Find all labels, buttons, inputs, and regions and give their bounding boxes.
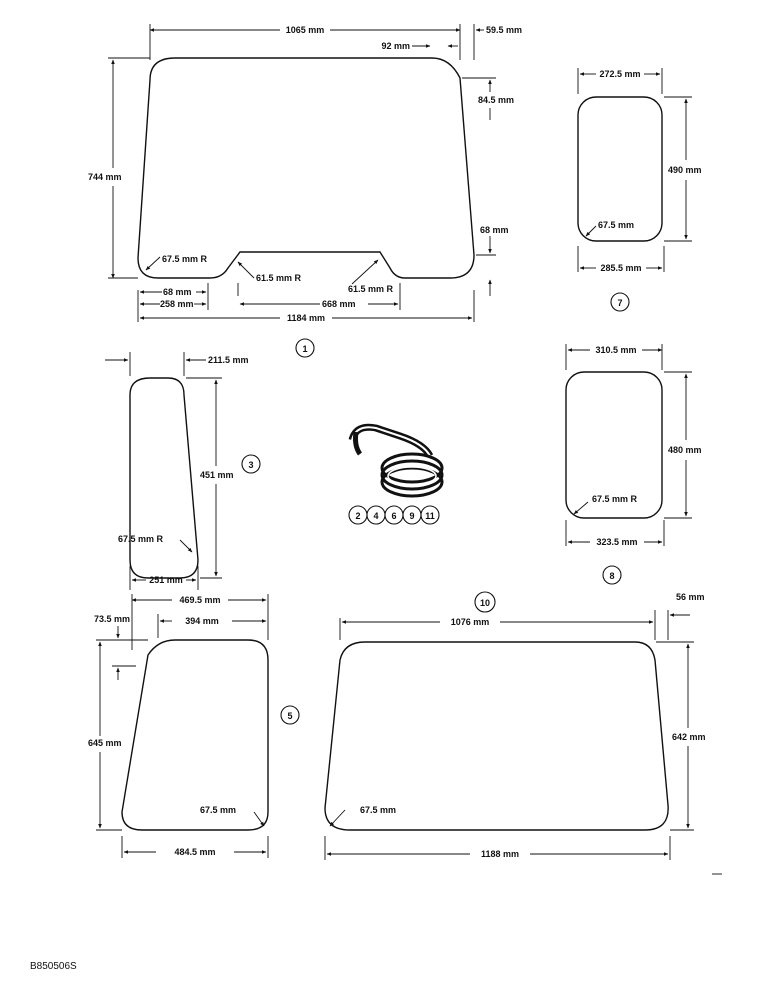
item-7-label: 7 — [617, 298, 623, 308]
seal-item-6: 6 — [391, 511, 397, 521]
item-10-label: 10 — [479, 598, 491, 608]
p10-corner-radius: 67.5 mm — [360, 805, 397, 815]
seal-coil-illustration — [352, 427, 442, 496]
p5-left-offset: 73.5 mm — [94, 614, 131, 624]
panel-10-outline — [325, 642, 668, 830]
p1-corner-offset: 92 mm — [381, 41, 410, 51]
p8-top-width: 310.5 mm — [595, 345, 637, 355]
reference-code: B850506S — [30, 961, 77, 972]
p5-height: 645 mm — [88, 738, 122, 748]
p10-top-width: 1076 mm — [450, 617, 490, 627]
p1-right-lower: 68 mm — [480, 225, 509, 235]
p5-top-width: 469.5 mm — [179, 595, 221, 605]
p1-height: 744 mm — [88, 172, 122, 182]
p3-top-offset: 211.5 mm — [208, 355, 249, 365]
p8-bottom-width: 323.5 mm — [596, 537, 638, 547]
p1-notch-radius-left: 61.5 mm R — [256, 273, 302, 283]
p7-corner-radius: 67.5 mm — [598, 220, 635, 230]
p8-corner-radius: 67.5 mm R — [592, 494, 638, 504]
panel-1-outline — [138, 58, 474, 278]
p3-height: 451 mm — [200, 470, 234, 480]
p5-top-inner: 394 mm — [185, 616, 219, 626]
p8-height: 480 mm — [668, 445, 702, 455]
p3-bottom-width: 251 mm — [149, 575, 183, 585]
item-3-label: 3 — [248, 460, 254, 470]
p7-bottom-width: 285.5 mm — [600, 263, 642, 273]
p7-height: 490 mm — [668, 165, 702, 175]
p10-bottom-width: 1188 mm — [480, 849, 520, 859]
p7-top-width: 272.5 mm — [599, 69, 641, 79]
panel-5-outline — [122, 640, 268, 830]
p1-notch-left: 258 mm — [160, 299, 194, 309]
p1-notch-radius-right: 61.5 mm R — [348, 284, 394, 294]
p1-notch-width: 668 mm — [322, 299, 356, 309]
p10-height: 642 mm — [672, 732, 706, 742]
p3-corner-radius: 67.5 mm R — [118, 534, 164, 544]
p5-corner-radius: 67.5 mm — [200, 805, 237, 815]
seal-item-9: 9 — [409, 511, 415, 521]
p10-right-offset: 56 mm — [676, 592, 705, 602]
p1-bottom-width: 1184 mm — [286, 313, 326, 323]
item-8-label: 8 — [609, 571, 615, 581]
seal-item-11: 11 — [425, 511, 435, 521]
p5-bottom-width: 484.5 mm — [174, 847, 216, 857]
p1-top-right-offset: 59.5 mm — [486, 25, 523, 35]
seal-item-4: 4 — [373, 511, 379, 521]
item-5-label: 5 — [287, 711, 293, 721]
p1-top-width: 1065 mm — [285, 25, 325, 35]
p1-bottom-left-offset: 68 mm — [163, 287, 192, 297]
p1-right-upper: 84.5 mm — [478, 95, 515, 105]
p1-corner-radius: 67.5 mm R — [162, 254, 208, 264]
seal-item-2: 2 — [355, 511, 361, 521]
item-1-label: 1 — [302, 344, 308, 354]
